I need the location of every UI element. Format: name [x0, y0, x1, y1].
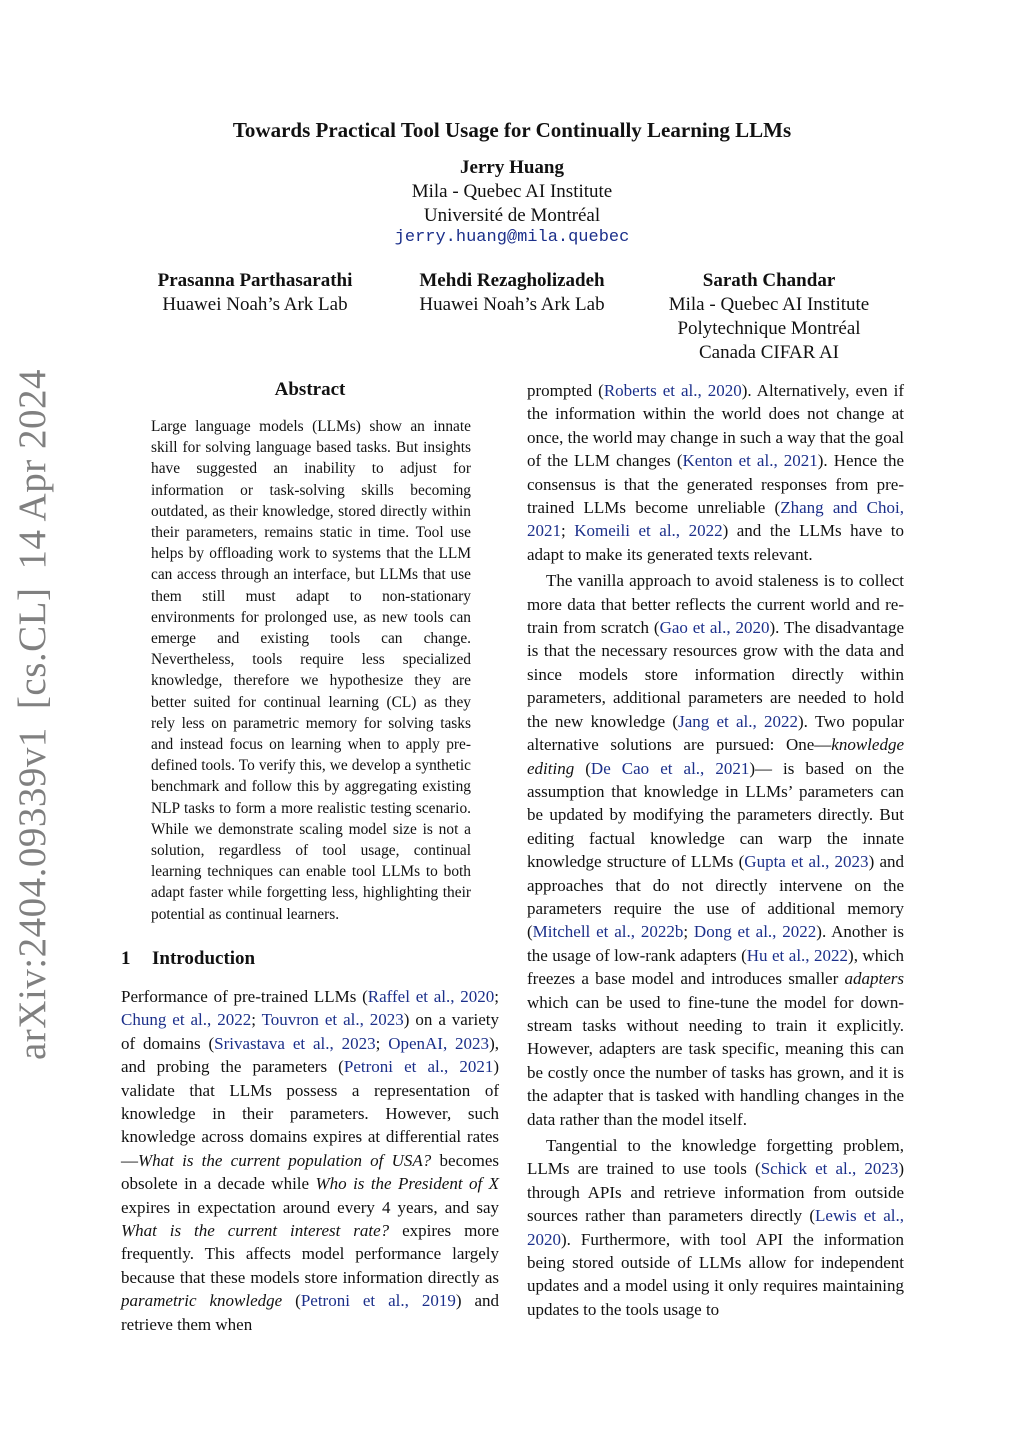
coauthor-aff: Polytechnique Montréal [677, 318, 861, 339]
intro-paragraph [121, 985, 499, 1336]
text-run: ( [574, 758, 591, 778]
text-run: ). Two popular alternative solutions are pursued: One— [527, 711, 905, 755]
intro-right-column [527, 379, 904, 1321]
text-run: ) and the LLMs have to adapt to make its generated texts relevant. [527, 521, 904, 564]
text-run: expires in expectation around every 4 years, and say [121, 1197, 499, 1217]
main-author-email[interactable]: jerry.huang@mila.quebec [394, 228, 630, 247]
text-run: prompted ( [527, 381, 604, 400]
coauthor-3 [639, 269, 899, 365]
text-run: ) through APIs and retrieve information from outside sources rather than parameters directly ( [527, 1159, 904, 1226]
coauthor-1 [125, 269, 385, 317]
text-run: The vanilla approach to avoid staleness is to collect more data that better reflects the current world and re-train from scratch ( [527, 571, 904, 638]
section-title: Introduction [152, 948, 256, 969]
citation-link[interactable]: Touvron et al., 2023 [261, 1010, 404, 1030]
citation-link[interactable]: Dong et al., 2022 [693, 922, 817, 942]
italic-run: adapters [844, 969, 904, 989]
citation-link[interactable]: Jang et al., 2022 [678, 711, 799, 731]
citation-link[interactable]: Petroni et al., 2021 [343, 1057, 494, 1077]
text-run: ( [282, 1291, 301, 1311]
arxiv-stamp [10, 369, 55, 1060]
coauthor-aff: Huawei Noah’s Ark Lab [162, 294, 348, 315]
coauthor-name: Mehdi Rezagholizadeh [419, 270, 605, 291]
text-run: ). Hence the consensus is that the generated responses from pre-trained LLMs become unreliable ( [527, 451, 904, 518]
citation-link[interactable]: Hu et al., 2022 [746, 945, 849, 965]
citation-link[interactable]: Lewis et al., 2020 [527, 1206, 904, 1249]
text-run: ) on a variety of domains ( [121, 1010, 499, 1053]
coauthor-2 [382, 269, 642, 317]
citation-link[interactable]: Gao et al., 2020 [659, 618, 770, 638]
text-run: expires more frequently. This affects model performance largely because that these models store information directly as [121, 1221, 499, 1287]
text-run: becomes obsolete in a decade while [121, 1150, 499, 1194]
section-number: 1 [121, 948, 131, 969]
italic-run: Who is the President of X [315, 1174, 499, 1194]
main-author-aff2: Université de Montréal [423, 205, 601, 226]
citation-link[interactable]: Chung et al., 2022 [121, 1010, 252, 1030]
abstract-heading: Abstract [274, 379, 346, 400]
citation-link[interactable]: Gupta et al., 2023 [744, 852, 869, 872]
citation-link[interactable]: De Cao et al., 2021 [590, 758, 750, 778]
citation-link[interactable]: OpenAI, 2023 [388, 1033, 490, 1053]
citation-link[interactable]: Komeili et al., 2022 [574, 521, 723, 541]
arxiv-date: 14 Apr 2024 [11, 369, 54, 570]
text-run: Performance of pre-trained LLMs ( [121, 987, 368, 1006]
citation-link[interactable]: Roberts et al., 2020 [603, 381, 742, 400]
text-run: ; [251, 1010, 262, 1030]
citation-link[interactable]: Mitchell et al., 2022b [532, 922, 684, 942]
text-run: ; [683, 922, 694, 942]
arxiv-category: [cs.CL] [11, 587, 54, 710]
text-run: ; [375, 1033, 389, 1053]
coauthor-name: Prasanna Parthasarathi [157, 270, 353, 291]
text-run: ) validate that LLMs possess a representation of knowledge in their parameters. However, such knowledge across domains expires at differential rates— [121, 1057, 499, 1170]
text-run: ) and retrieve them when [121, 1291, 499, 1334]
coauthor-aff: Huawei Noah’s Ark Lab [419, 294, 605, 315]
main-author-block [0, 156, 1024, 247]
citation-link[interactable]: Schick et al., 2023 [760, 1159, 899, 1179]
text-run: ). Furthermore, with tool API the information being stored outside of LLMs allow for independent updates and a model using it only requires maintaining updates to the tools usage to [527, 1229, 904, 1319]
citation-link[interactable]: Zhang and Choi, 2021 [527, 498, 904, 541]
text-run: )— is based on the assumption that knowledge in LLMs’ parameters can be updated by modifying the parameters directly. But editing factual knowledge can warp the innate knowledge structure of LLMs ( [527, 758, 904, 872]
citation-link[interactable]: Srivastava et al., 2023 [214, 1033, 376, 1053]
paper-title: Towards Practical Tool Usage for Continually Learning LLMs [232, 118, 792, 142]
text-run: ). Alternatively, even if the information within the world does not change at once, the world may change in such a way that the goal of the LLM changes ( [527, 381, 904, 471]
intro-paragraph [527, 569, 904, 1131]
text-run: ), and probing the parameters ( [121, 1033, 499, 1077]
italic-run: knowledge editing [527, 735, 904, 778]
intro-paragraph [527, 1134, 904, 1321]
citation-link[interactable]: Kenton et al., 2021 [682, 451, 818, 471]
section-heading [121, 948, 255, 970]
coauthor-aff: Mila - Quebec AI Institute [668, 294, 870, 315]
italic-run: What is the current interest rate? [121, 1221, 390, 1241]
italic-run: parametric knowledge [121, 1291, 283, 1311]
coauthor-name: Sarath Chandar [702, 270, 836, 291]
text-run: ; [561, 521, 575, 541]
abstract-text: Large language models (LLMs) show an innate skill for solving language based tasks. But insights have suggested an inability to adjust for information or task-solving skills becoming outdated, as their knowledge, stored directly within their parameters, remains static in time. Tool use helps by offloading work to systems that the LLM can access through an interface, but LLMs that use them still must adapt to non-stationary environments for prolonged use, as new tools can emerge and existing tools can change. Nevertheless, tools require less specialized knowledge, therefore we hypothesize they are better suited for continual learning (CL) as they rely less on parametric memory for solving tasks and instead focus on learning when to apply pre-defined tools. To verify this, we develop a synthetic benchmark and follow this by aggregating existing NLP tasks to form a more realistic testing scenario. While we demonstrate scaling model size is not a solution, regardless of tool usage, continual learning techniques can enable tool LLMs to both adapt faster while forgetting less, highlighting their potential as continual learners. [151, 418, 471, 923]
text-run: ), which freezes a base model and introduces smaller [527, 945, 904, 989]
citation-link[interactable]: Raffel et al., 2020 [367, 987, 495, 1006]
main-author-aff1: Mila - Quebec AI Institute [411, 181, 613, 202]
text-run: which can be used to fine-tune the model for down-stream tasks without needing to train it explicitly. However, adapters are task specific, meaning this can be costly once the number of tasks has grown, and it is the adapter that is tasked with handling changes in the data rather than the model itself. [527, 992, 904, 1129]
intro-left-column [121, 985, 499, 1336]
italic-run: What is the current population of USA? [138, 1150, 432, 1170]
text-run: ). Another is the usage of low-rank adapters ( [527, 922, 904, 965]
arxiv-id: arXiv:2404.09339v1 [11, 727, 54, 1060]
text-run: Tangential to the knowledge forgetting problem, LLMs are trained to use tools ( [527, 1136, 904, 1179]
text-run: ; [494, 987, 499, 1006]
text-run: ). The disadvantage is that the necessary resources grow with the data and since models store information directly within parameters, additional parameters are needed to hold the new knowledge ( [527, 618, 905, 731]
main-author-name: Jerry Huang [460, 157, 564, 178]
intro-paragraph [527, 379, 904, 566]
coauthor-aff: Canada CIFAR AI [698, 342, 840, 363]
text-run: ) and approaches that do not directly intervene on the parameters require the use of additional memory ( [527, 852, 904, 942]
citation-link[interactable]: Petroni et al., 2019 [300, 1291, 456, 1311]
